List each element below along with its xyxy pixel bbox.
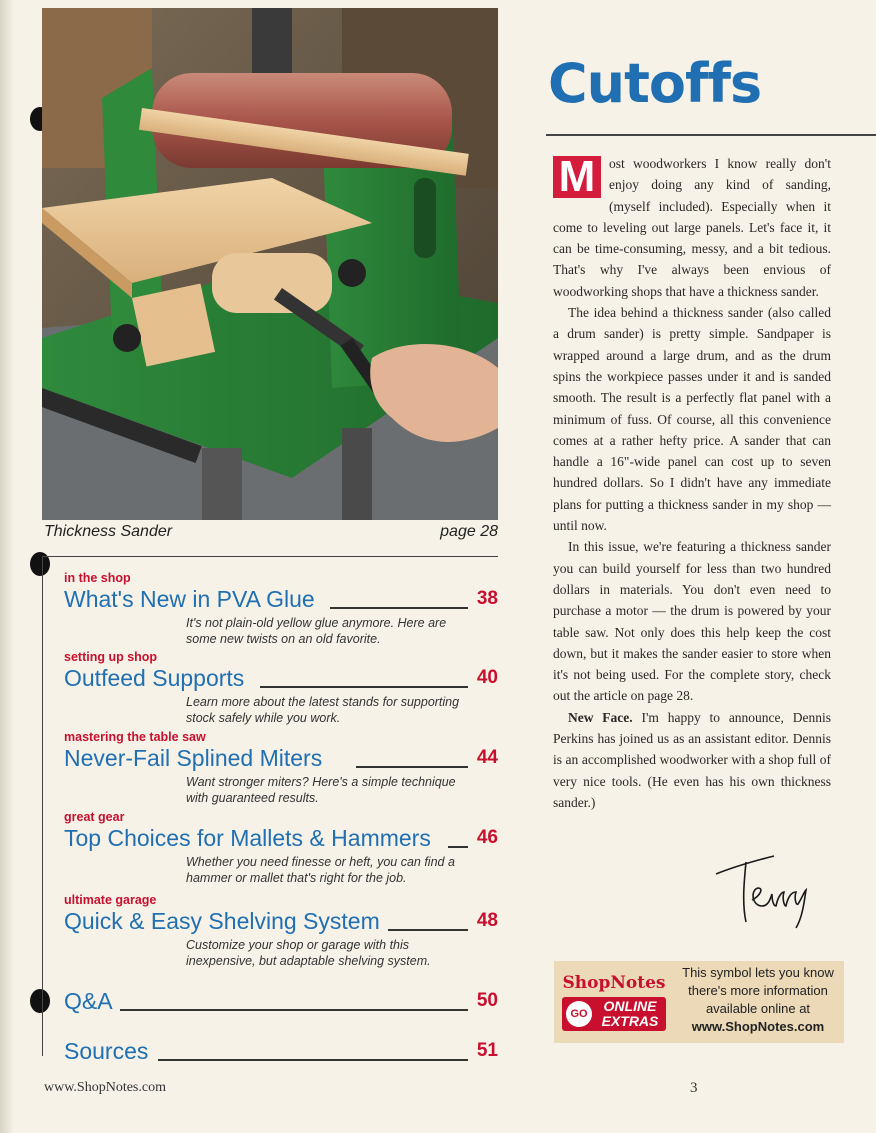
drop-cap: M	[553, 156, 601, 198]
toc-page-number[interactable]: 48	[476, 910, 498, 931]
toc-entry-qa[interactable]	[64, 987, 498, 1017]
page-number: 3	[690, 1080, 698, 1096]
punch-hole	[30, 989, 50, 1013]
editorial-body	[553, 153, 831, 813]
paragraph-lead-in: New Face.	[568, 709, 633, 725]
photo-caption-title: Thickness Sander	[44, 523, 173, 540]
toc-title[interactable]: Never-Fail Splined Miters	[64, 745, 323, 771]
toc-entry-shelving-system[interactable]	[64, 893, 498, 969]
toc-title[interactable]: Outfeed Supports	[64, 665, 245, 691]
toc-leader-line	[260, 686, 468, 688]
toc-kicker: great gear	[64, 810, 125, 824]
toc-page-number[interactable]: 44	[476, 747, 498, 768]
editorial-paragraph: In this issue, we're featuring a thickness sander you can build yourself for less than two hundred dollars in materials. You don't even need to purchase a motor — the drum is powered by your table saw. Not only does this help keep the cost down, but it makes the sander easier to store when it's not being used. For the complete story, check out the article on page 28.	[553, 539, 831, 704]
toc-leader-line	[448, 846, 468, 848]
thickness-sander-photo	[42, 8, 498, 520]
toc-kicker: ultimate garage	[64, 893, 157, 907]
toc-entry-pva-glue[interactable]	[64, 571, 498, 647]
toc-description: Want stronger miters? Here's a simple technique with guaranteed results.	[186, 775, 456, 805]
online-extras-box	[554, 961, 844, 1043]
toc-entry-sources[interactable]	[64, 1037, 498, 1067]
toc-title[interactable]: Quick & Easy Shelving System	[64, 908, 380, 934]
toc-page-number[interactable]: 46	[476, 827, 498, 848]
toc-kicker: in the shop	[64, 571, 131, 585]
toc-description: It's not plain-old yellow glue anymore. Here are some new twists on an old favorite.	[186, 616, 447, 646]
photo-caption-page[interactable]: page 28	[440, 523, 498, 540]
logo-online-label: ONLINE	[603, 998, 657, 1014]
extras-url-link[interactable]: www.ShopNotes.com	[691, 1019, 825, 1034]
toc-left-rule	[42, 556, 43, 1056]
toc-title[interactable]: Q&A	[64, 988, 113, 1014]
toc-kicker: setting up shop	[64, 650, 158, 664]
column-masthead: Cutoffs	[548, 52, 762, 115]
toc-page-number[interactable]: 40	[476, 667, 498, 688]
editorial-paragraph	[553, 153, 831, 302]
toc-title[interactable]: What's New in PVA Glue	[64, 586, 315, 612]
toc-page-number[interactable]: 50	[476, 990, 498, 1011]
toc-kicker: mastering the table saw	[64, 730, 206, 744]
go-icon: GO	[566, 1001, 592, 1027]
toc-description: Customize your shop or garage with this inexpensive, but adaptable shelving system.	[186, 938, 431, 968]
toc-entry-splined-miters[interactable]	[64, 730, 498, 806]
footer-url[interactable]: www.ShopNotes.com	[44, 1080, 166, 1095]
toc-leader-line	[330, 607, 468, 609]
toc-top-rule	[42, 556, 498, 557]
toc-description: Learn more about the latest stands for supporting stock safely while you work.	[186, 695, 460, 725]
photo-caption	[42, 523, 498, 545]
extras-text: This symbol lets you know there's more information available online at	[682, 965, 834, 1016]
logo-wordmark: ShopNotes	[562, 973, 666, 993]
logo-badge	[562, 997, 666, 1031]
masthead-rule	[546, 134, 876, 136]
toc-title[interactable]: Top Choices for Mallets & Hammers	[64, 825, 431, 851]
toc-leader-line	[388, 929, 468, 931]
binding-shadow	[0, 0, 14, 1133]
toc-leader-line	[356, 766, 468, 768]
extras-description	[676, 964, 840, 1036]
paragraph-text: I'm happy to announce, Dennis Perkins has joined us as an assistant editor. Dennis is an accomplished woodworker with a shop full of very nice tools. (He even has his own thickness sander.)	[553, 709, 831, 810]
shopnotes-online-extras-logo[interactable]	[562, 971, 666, 1031]
toc-page-number[interactable]: 38	[476, 588, 498, 609]
editorial-paragraph: The idea behind a thickness sander (also called a drum sander) is pretty simple. Sandpaper is wrapped around a large drum, and as the drum spins the workpiece passes under it and is sanded smooth. The result is a perfectly flat panel with a minimum of fuss. Of course, all this convenience comes at a rather hefty price. A sander that can handle a 16"-wide panel can cost up to seven hundred dollars. So I didn't have any immediate plans for putting a thickness sander in my shop — until now.	[553, 305, 831, 534]
toc-leader-line	[120, 1009, 468, 1011]
editorial-paragraph	[553, 707, 831, 813]
paragraph-text: ost woodworkers I know really don't enjoy doing any kind of sanding, (myself included). Especially when it come to leveling out large panels. Let's face it, it can be time-consuming, messy, and a bit tedious. That's why I've always been envious of woodworking shops that have a thickness sander.	[553, 156, 831, 299]
toc-entry-mallets-hammers[interactable]	[64, 810, 498, 886]
toc-description: Whether you need finesse or heft, you can find a hammer or mallet that's right for the job.	[186, 855, 455, 885]
toc-entry-outfeed-supports[interactable]	[64, 650, 498, 726]
toc-title[interactable]: Sources	[64, 1038, 149, 1064]
toc-leader-line	[158, 1059, 468, 1061]
editor-signature	[712, 848, 822, 930]
logo-online-extras	[596, 999, 664, 1029]
logo-extras-label: EXTRAS	[601, 1013, 659, 1029]
toc-page-number[interactable]: 51	[476, 1040, 498, 1061]
